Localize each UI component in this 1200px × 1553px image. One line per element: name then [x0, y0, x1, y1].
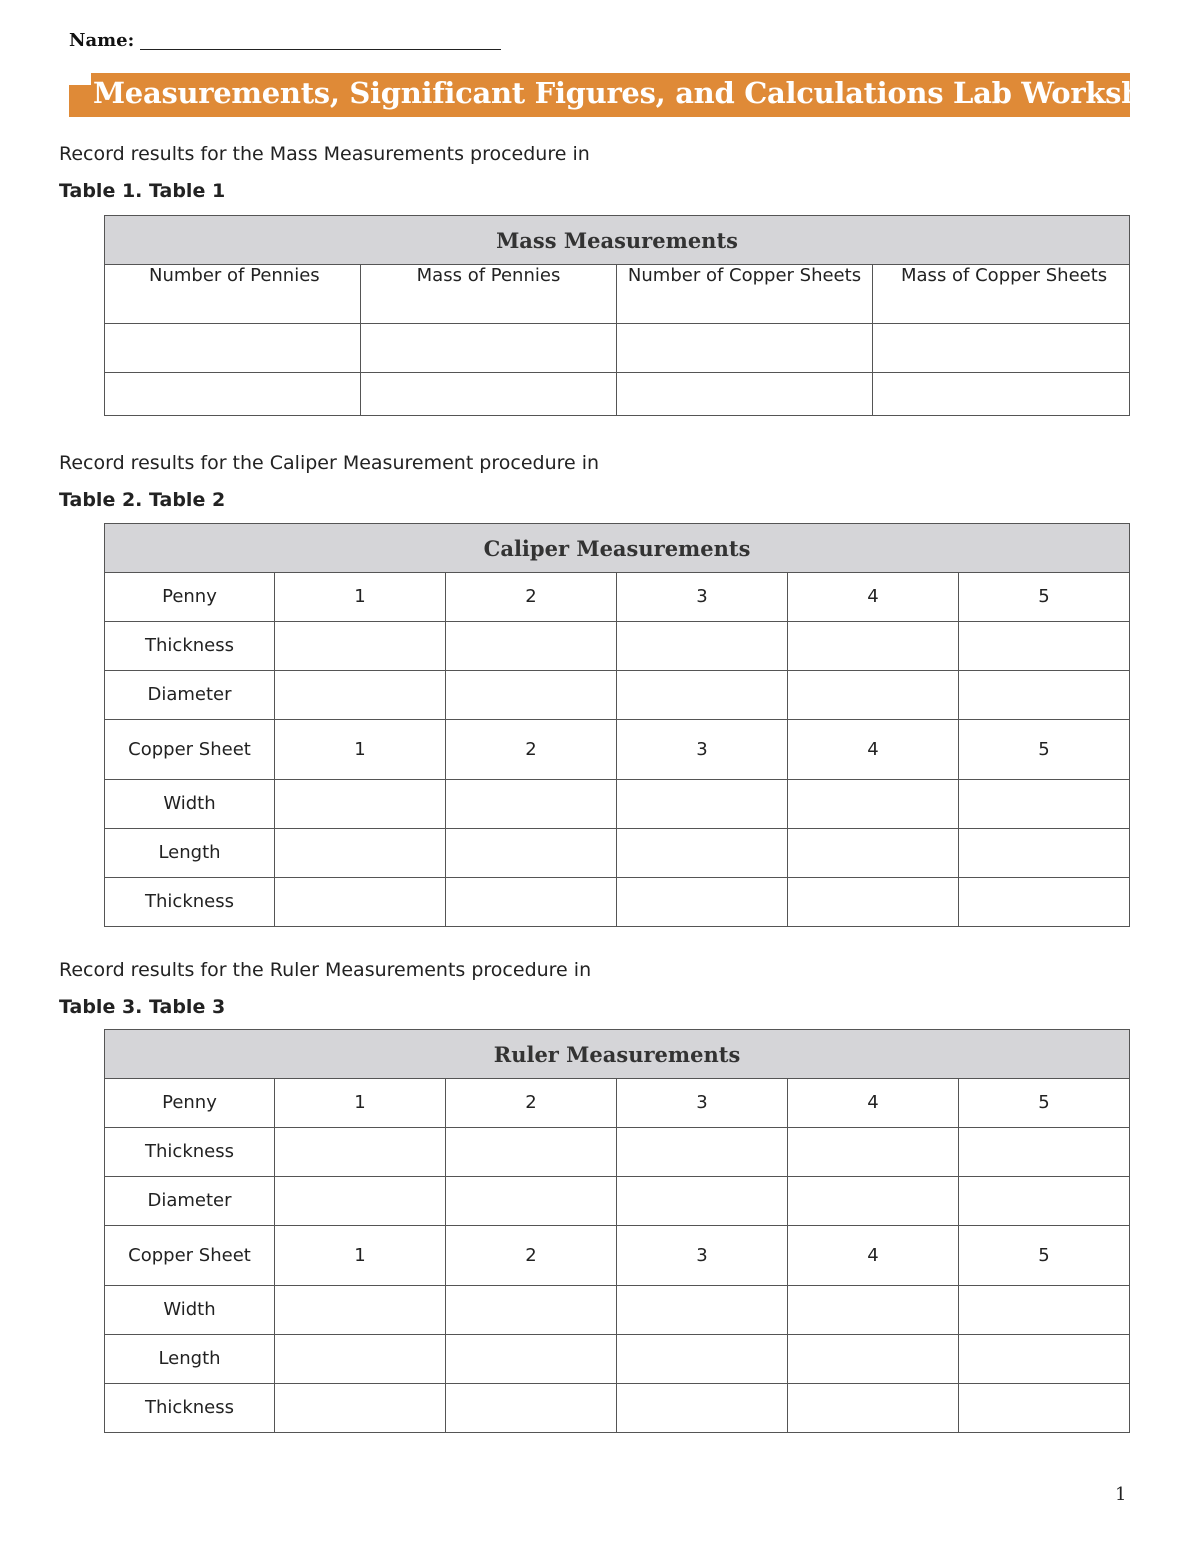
title-banner	[69, 73, 1192, 117]
input-cell[interactable]	[275, 1286, 446, 1335]
input-cell[interactable]	[275, 878, 446, 927]
row-label: Diameter	[105, 1177, 275, 1226]
input-cell[interactable]	[617, 373, 873, 416]
input-cell[interactable]	[617, 1335, 788, 1384]
row-label: Copper Sheet	[105, 720, 275, 780]
sample-number: 2	[446, 1079, 617, 1128]
sample-number: 5	[959, 1079, 1130, 1128]
ruler-row	[105, 1079, 1130, 1128]
caliper-table-label: Table 2. Table 2	[59, 489, 226, 511]
row-label: Width	[105, 1286, 275, 1335]
input-cell[interactable]	[788, 1177, 959, 1226]
ruler-row	[105, 1226, 1130, 1286]
input-cell[interactable]	[788, 1286, 959, 1335]
input-cell[interactable]	[959, 1335, 1130, 1384]
caliper-intro-text: Record results for the Caliper Measurement procedure in	[59, 452, 600, 474]
ruler-measurements-table	[104, 1029, 1130, 1433]
sample-number: 4	[788, 573, 959, 622]
sample-number: 2	[446, 720, 617, 780]
name-label: Name:	[69, 30, 135, 51]
input-cell[interactable]	[275, 1335, 446, 1384]
input-cell[interactable]	[361, 324, 617, 373]
input-cell[interactable]	[446, 1128, 617, 1177]
ruler-intro-text: Record results for the Ruler Measurements procedure in	[59, 959, 592, 981]
sample-number: 1	[275, 720, 446, 780]
input-cell[interactable]	[959, 829, 1130, 878]
sample-number: 3	[617, 1079, 788, 1128]
input-cell[interactable]	[105, 324, 361, 373]
row-label: Copper Sheet	[105, 1226, 275, 1286]
input-cell[interactable]	[446, 878, 617, 927]
input-cell[interactable]	[959, 622, 1130, 671]
row-label: Length	[105, 829, 275, 878]
mass-measurements-table	[104, 215, 1130, 416]
caliper-row	[105, 622, 1130, 671]
mass-table-caption: Mass Measurements	[105, 216, 1130, 265]
caliper-measurements-table	[104, 523, 1130, 927]
input-cell[interactable]	[617, 671, 788, 720]
input-cell[interactable]	[873, 373, 1130, 416]
input-cell[interactable]	[959, 780, 1130, 829]
input-cell[interactable]	[446, 1177, 617, 1226]
input-cell[interactable]	[617, 324, 873, 373]
caliper-row	[105, 780, 1130, 829]
input-cell[interactable]	[788, 780, 959, 829]
caliper-row	[105, 720, 1130, 780]
row-label: Penny	[105, 573, 275, 622]
column-header-number-of-pennies: Number of Pennies	[105, 265, 361, 324]
input-cell[interactable]	[788, 878, 959, 927]
input-cell[interactable]	[788, 671, 959, 720]
sample-number: 4	[788, 720, 959, 780]
sample-number: 4	[788, 1226, 959, 1286]
ruler-table-caption: Ruler Measurements	[105, 1030, 1130, 1079]
input-cell[interactable]	[446, 829, 617, 878]
input-cell[interactable]	[446, 1384, 617, 1433]
input-cell[interactable]	[275, 780, 446, 829]
input-cell[interactable]	[275, 1384, 446, 1433]
column-header-number-of-copper-sheets: Number of Copper Sheets	[617, 265, 873, 324]
input-cell[interactable]	[873, 324, 1130, 373]
column-header-mass-of-copper-sheets: Mass of Copper Sheets	[873, 265, 1130, 324]
input-cell[interactable]	[617, 878, 788, 927]
input-cell[interactable]	[617, 1286, 788, 1335]
row-label: Thickness	[105, 622, 275, 671]
caliper-row	[105, 878, 1130, 927]
ruler-row	[105, 1384, 1130, 1433]
sample-number: 2	[446, 1226, 617, 1286]
sample-number: 5	[959, 1226, 1130, 1286]
ruler-row	[105, 1286, 1130, 1335]
sample-number: 1	[275, 573, 446, 622]
input-cell[interactable]	[617, 1177, 788, 1226]
row-label: Length	[105, 1335, 275, 1384]
page-title: Measurements, Significant Figures, and Calculations Lab Worksheet	[93, 76, 1192, 110]
input-cell[interactable]	[275, 829, 446, 878]
sample-number: 3	[617, 573, 788, 622]
input-cell[interactable]	[446, 671, 617, 720]
input-cell[interactable]	[959, 1384, 1130, 1433]
mass-intro-text: Record results for the Mass Measurements procedure in	[59, 143, 590, 165]
sample-number: 1	[275, 1079, 446, 1128]
input-cell[interactable]	[959, 1286, 1130, 1335]
input-cell[interactable]	[275, 622, 446, 671]
row-label: Penny	[105, 1079, 275, 1128]
input-cell[interactable]	[788, 1384, 959, 1433]
name-field[interactable]	[140, 49, 501, 50]
input-cell[interactable]	[617, 780, 788, 829]
input-cell[interactable]	[617, 829, 788, 878]
ruler-table-label: Table 3. Table 3	[59, 996, 226, 1018]
input-cell[interactable]	[959, 1177, 1130, 1226]
sample-number: 5	[959, 720, 1130, 780]
ruler-row	[105, 1177, 1130, 1226]
title-banner-notch	[69, 73, 91, 85]
mass-table-label: Table 1. Table 1	[59, 180, 226, 202]
input-cell[interactable]	[788, 1335, 959, 1384]
input-cell[interactable]	[105, 373, 361, 416]
input-cell[interactable]	[361, 373, 617, 416]
caliper-row	[105, 829, 1130, 878]
caliper-table-caption: Caliper Measurements	[105, 524, 1130, 573]
input-cell[interactable]	[959, 671, 1130, 720]
row-label: Thickness	[105, 1384, 275, 1433]
sample-number: 4	[788, 1079, 959, 1128]
input-cell[interactable]	[446, 622, 617, 671]
row-label: Thickness	[105, 878, 275, 927]
input-cell[interactable]	[446, 1286, 617, 1335]
caliper-row	[105, 573, 1130, 622]
input-cell[interactable]	[617, 1384, 788, 1433]
row-label: Diameter	[105, 671, 275, 720]
row-label: Thickness	[105, 1128, 275, 1177]
column-header-mass-of-pennies: Mass of Pennies	[361, 265, 617, 324]
sample-number: 3	[617, 720, 788, 780]
input-cell[interactable]	[275, 1177, 446, 1226]
sample-number: 2	[446, 573, 617, 622]
input-cell[interactable]	[788, 622, 959, 671]
sample-number: 1	[275, 1226, 446, 1286]
input-cell[interactable]	[788, 829, 959, 878]
input-cell[interactable]	[959, 1128, 1130, 1177]
row-label: Width	[105, 780, 275, 829]
page-number: 1	[1115, 1484, 1127, 1505]
input-cell[interactable]	[788, 1128, 959, 1177]
input-cell[interactable]	[275, 671, 446, 720]
caliper-row	[105, 671, 1130, 720]
input-cell[interactable]	[617, 1128, 788, 1177]
sample-number: 5	[959, 573, 1130, 622]
input-cell[interactable]	[446, 780, 617, 829]
input-cell[interactable]	[959, 878, 1130, 927]
sample-number: 3	[617, 1226, 788, 1286]
input-cell[interactable]	[446, 1335, 617, 1384]
ruler-row	[105, 1335, 1130, 1384]
input-cell[interactable]	[275, 1128, 446, 1177]
input-cell[interactable]	[617, 622, 788, 671]
ruler-row	[105, 1128, 1130, 1177]
